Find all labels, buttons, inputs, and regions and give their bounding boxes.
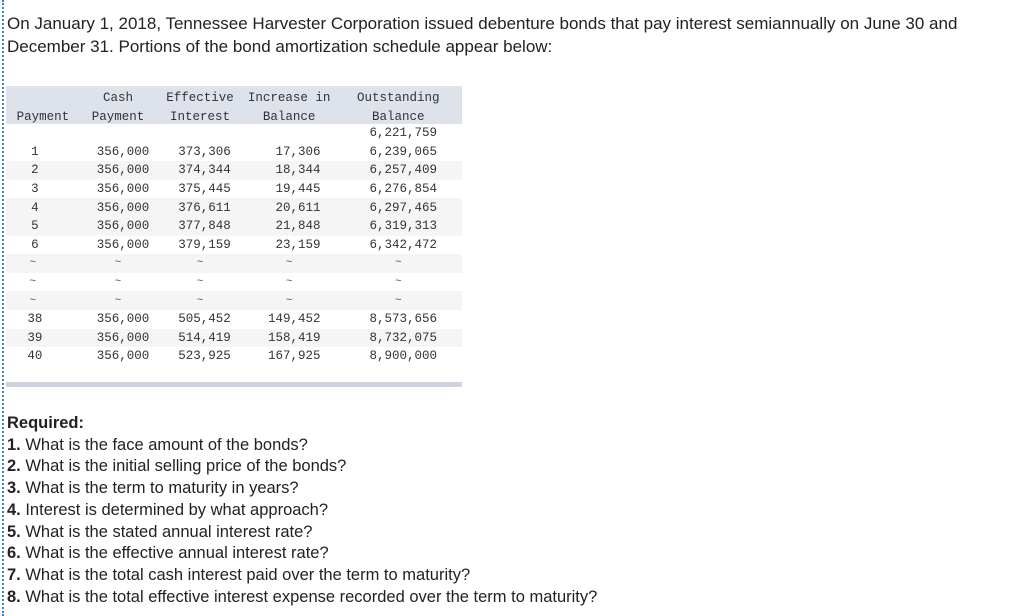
- table-cell: 356,000: [80, 217, 157, 236]
- table-cell: 375,445: [178, 182, 231, 197]
- question-number: 8.: [7, 587, 21, 606]
- table-row: [6, 291, 462, 310]
- table-row: [6, 124, 462, 143]
- table-row: [6, 329, 462, 348]
- table-cell: 40: [27, 349, 43, 364]
- table-cell: ~: [196, 276, 204, 289]
- question-item: [7, 543, 597, 565]
- table-cell: 4: [6, 198, 80, 217]
- table-row: [6, 198, 462, 217]
- table-row: [6, 347, 462, 366]
- table-row: [6, 310, 462, 329]
- question-text: What is the face amount of the bonds?: [20, 435, 308, 454]
- required-title: Required:: [7, 414, 85, 432]
- table-cell: [156, 124, 244, 143]
- table-cell: 8,573,656: [369, 312, 437, 327]
- table-cell: 6,257,409: [334, 161, 462, 180]
- table-cell: 356,000: [80, 161, 157, 180]
- question-text: What is the total effective interest expense recorded over the term to maturity?: [20, 587, 598, 606]
- table-cell: 6: [31, 237, 39, 252]
- table-cell: [244, 124, 335, 143]
- required-section: [7, 413, 597, 608]
- table-cell: 374,344: [156, 161, 244, 180]
- table-cell: 376,611: [156, 198, 244, 217]
- table-cell: 377,848: [156, 217, 244, 236]
- question-item: [7, 478, 597, 500]
- table-cell: 39: [6, 329, 80, 348]
- question-text: What is the initial selling price of the bonds?: [20, 457, 347, 476]
- table-cell: 6,319,313: [334, 217, 462, 236]
- column-header: Outstanding: [334, 86, 462, 105]
- table-cell: 523,925: [178, 349, 231, 364]
- question-number: 2.: [7, 457, 21, 476]
- column-header: [6, 86, 80, 105]
- table-cell: [6, 124, 80, 143]
- column-header: Effective: [156, 86, 244, 105]
- table-cell: 21,848: [244, 217, 335, 236]
- question-text: Interest is determined by what approach?: [20, 500, 329, 519]
- table-row: [6, 254, 462, 273]
- table-cell: 2: [6, 161, 80, 180]
- question-text: What is the term to maturity in years?: [20, 479, 299, 498]
- question-text: What is the effective annual interest rate?: [20, 544, 329, 563]
- question-item: [7, 587, 597, 609]
- table-row: [6, 217, 462, 236]
- table-cell: 514,419: [156, 329, 244, 348]
- problem-intro: On January 1, 2018, Tennessee Harvester Corporation issued debenture bonds that pay interest semiannually on June 30 and December 31. Portions of the bond amortization schedule appear below:: [7, 14, 958, 56]
- table-cell: ~: [80, 291, 157, 310]
- question-item: [7, 500, 597, 522]
- table-cell: 356,000: [80, 198, 157, 217]
- column-header: Cash: [80, 86, 157, 105]
- table-cell: ~: [156, 254, 244, 273]
- table-cell: ~: [394, 276, 402, 289]
- question-number: 5.: [7, 522, 21, 541]
- table-cell: ~: [244, 254, 335, 273]
- question-number: 6.: [7, 544, 21, 563]
- table-cell: 505,452: [178, 312, 231, 327]
- table-row: [6, 180, 462, 199]
- question-text: What is the total cash interest paid over the term to maturity?: [20, 565, 471, 584]
- table-cell: [80, 124, 157, 143]
- table-cell: 1: [31, 144, 39, 159]
- table-cell: 379,159: [178, 237, 231, 252]
- table-row: [6, 273, 462, 292]
- table-cell: 23,159: [275, 237, 321, 252]
- question-number: 7.: [7, 565, 21, 584]
- column-header: Interest: [156, 105, 244, 124]
- table-cell: ~: [334, 254, 462, 273]
- table-cell: 17,306: [275, 144, 321, 159]
- table-cell: ~: [80, 254, 157, 273]
- table-cell: 6,297,465: [334, 198, 462, 217]
- table-cell: 356,000: [96, 144, 150, 159]
- table-bottom-bar: [6, 382, 462, 387]
- table-cell: 149,452: [267, 312, 321, 327]
- table-cell: 5: [6, 217, 80, 236]
- table-cell: 356,000: [80, 329, 157, 348]
- question-item: [7, 565, 597, 587]
- table-row: [6, 161, 462, 180]
- table-cell: 6,239,065: [369, 144, 437, 159]
- question-number: 4.: [7, 500, 21, 519]
- column-header: Increase in: [244, 86, 335, 105]
- table-cell: 6,342,472: [369, 237, 437, 252]
- table-cell: 373,306: [178, 144, 231, 159]
- table-cell: ~: [244, 291, 335, 310]
- question-item: [7, 522, 597, 544]
- table-cell: 3: [31, 182, 39, 197]
- table-cell: ~: [334, 291, 462, 310]
- table-cell: 158,419: [244, 329, 335, 348]
- table-cell: 8,732,075: [334, 329, 462, 348]
- table-cell: ~: [114, 276, 122, 289]
- table-cell: 356,000: [96, 237, 150, 252]
- column-header: Balance: [334, 105, 462, 124]
- table-cell: ~: [6, 291, 80, 310]
- header-row-bottom: [6, 105, 462, 124]
- question-number: 1.: [7, 435, 21, 454]
- table-cell: ~: [156, 291, 244, 310]
- question-item: [7, 456, 597, 478]
- table-cell: 19,445: [275, 182, 321, 197]
- table-cell: 8,900,000: [369, 349, 437, 364]
- table-cell: 6,221,759: [369, 126, 437, 141]
- table-cell: 20,611: [244, 198, 335, 217]
- column-header: Payment: [6, 105, 80, 124]
- table-cell: 356,000: [96, 182, 150, 197]
- header-row-top: [6, 86, 462, 105]
- table-cell: ~: [285, 276, 293, 289]
- table-cell: ~: [29, 276, 37, 289]
- table-cell: ~: [6, 254, 80, 273]
- column-header: Balance: [244, 105, 335, 124]
- content-frame-border: [2, 0, 4, 616]
- table-row: [6, 143, 462, 162]
- column-header: Payment: [80, 105, 157, 124]
- table-row: [6, 236, 462, 255]
- question-number: 3.: [7, 479, 21, 498]
- table-cell: 6,276,854: [369, 182, 437, 197]
- table-cell: 18,344: [244, 161, 335, 180]
- table-cell: 356,000: [96, 312, 150, 327]
- table-cell: 356,000: [96, 349, 150, 364]
- table-cell: 167,925: [267, 349, 321, 364]
- table-cell: 38: [27, 312, 43, 327]
- bond-amortization-schedule: [6, 86, 462, 366]
- question-text: What is the stated annual interest rate?: [20, 522, 313, 541]
- question-item: [7, 435, 597, 457]
